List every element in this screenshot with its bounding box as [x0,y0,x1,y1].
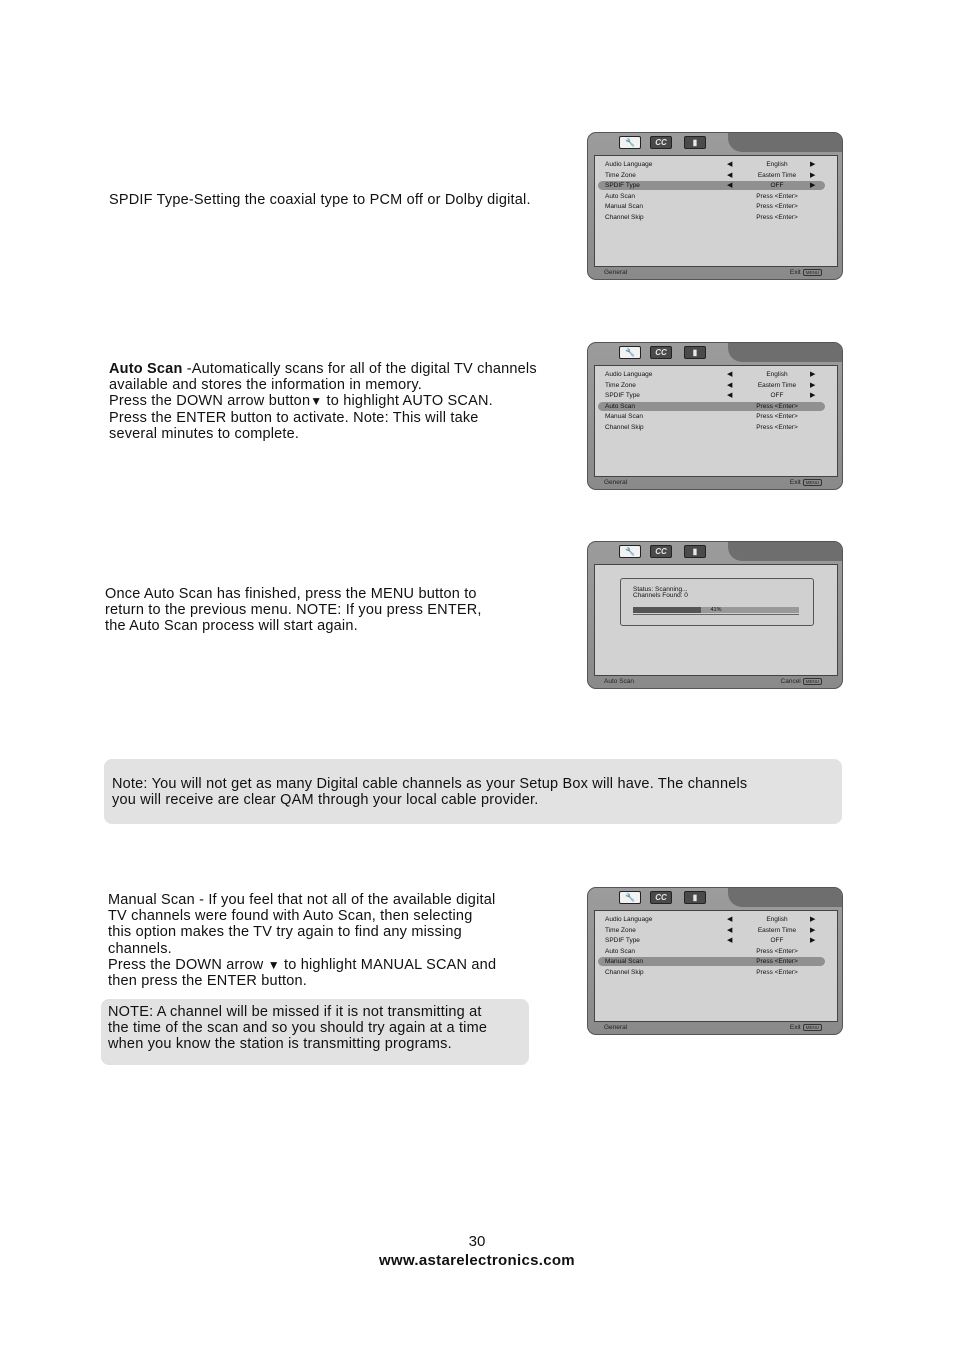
menu-item-label: Auto Scan [605,947,635,955]
manual-line3: this option makes the TV try again to find any missing [108,924,462,941]
exit-button[interactable]: Exit MENU [790,1022,822,1034]
down-arrow-icon: ▼ [267,957,280,972]
osd-auto-scan-progress [587,541,843,689]
menu-item-value: Eastern Time [757,381,797,389]
menu-item[interactable] [598,412,825,421]
menu-list [594,910,838,1022]
down-arrow-icon: ▼ [310,394,323,409]
manual-line1: Manual Scan - If you feel that not all of the available digital [108,892,496,908]
note2-line3: when you know the station is transmitting programs. [108,1036,452,1053]
right-arrow-icon[interactable]: ▶ [810,926,816,934]
menu-item-value: OFF [770,182,784,189]
menu-item-label: Manual Scan [605,203,643,210]
footer-general: General [604,1024,628,1031]
menu-key-icon: MENU [803,1024,822,1031]
menu-item-value: Press <Enter> [756,402,798,410]
finished-line3: the Auto Scan process will start again. [105,618,358,635]
footer-auto-scan: Auto Scan [604,678,634,685]
menu-key-icon: MENU [803,479,822,486]
menu-item[interactable] [598,391,825,400]
right-arrow-icon[interactable]: ▶ [810,392,816,399]
manual-line6: then press the ENTER button. [108,973,308,990]
menu-item-value: English [766,161,788,168]
menu-item[interactable] [598,192,825,201]
finished-line1: Once Auto Scan has finished, press the MENU button to [105,586,477,602]
lock-icon[interactable]: ▮ [684,136,706,149]
menu-item-label: Channel Skip [605,423,644,431]
note2-line1: NOTE: A channel will be missed if it is not transmitting at [108,1004,482,1020]
left-arrow-icon[interactable]: ◀ [727,171,733,179]
cancel-button[interactable]: Cancel MENU [781,676,822,688]
left-arrow-icon[interactable]: ◀ [727,161,733,168]
menu-item-value: Press <Enter> [756,958,798,965]
menu-item[interactable] [598,957,825,966]
menu-item[interactable] [598,213,825,222]
scan-status: Status: Scanning... [633,586,688,593]
left-arrow-icon[interactable]: ◀ [727,926,733,934]
tab-cc[interactable]: CC [650,891,672,904]
menu-item[interactable] [598,915,825,924]
menu-item-label: Channel Skip [605,968,644,976]
menu-item[interactable] [598,202,825,211]
menu-item-label: Time Zone [605,381,636,389]
scan-progress-bar [633,607,799,613]
auto-scan-heading: Auto Scan [109,361,183,377]
tab-cc[interactable]: CC [650,136,672,149]
left-arrow-icon[interactable]: ◀ [727,182,733,189]
menu-item-value: OFF [770,937,784,944]
auto-scan-finished-description [105,586,482,635]
menu-item-value: English [766,371,788,378]
cable-channels-note [104,759,842,824]
menu-list [594,365,838,477]
note-line2: you will receive are clear QAM through your local cable provider. [112,792,539,809]
menu-item[interactable] [598,402,825,411]
right-arrow-icon[interactable]: ▶ [810,182,816,189]
menu-item-value: OFF [770,392,784,399]
menu-item-label: SPDIF Type [605,392,640,399]
menu-item-value: English [766,916,788,923]
osd-menu-spdif [587,132,843,280]
page-number: 30 [468,1233,486,1250]
left-arrow-icon[interactable]: ◀ [727,916,733,923]
menu-item-label: SPDIF Type [605,937,640,944]
auto-scan-line4: Press the ENTER button to activate. Note: This will take [109,409,479,426]
menu-list [594,155,838,267]
menu-item-label: Auto Scan [605,402,635,410]
finished-line2: return to the previous menu. NOTE: If you press ENTER, [105,602,482,619]
menu-item[interactable] [598,171,825,180]
menu-item-value: Press <Enter> [756,213,798,221]
osd-menu-auto-scan [587,342,843,490]
right-arrow-icon[interactable]: ▶ [810,171,816,179]
menu-key-icon: MENU [803,678,822,685]
menu-item-label: Time Zone [605,926,636,934]
menu-item[interactable] [598,947,825,956]
menu-item[interactable] [598,926,825,935]
menu-item-label: Manual Scan [605,958,643,965]
auto-scan-description [109,361,537,442]
exit-button[interactable]: Exit MENU [790,477,822,489]
menu-item[interactable] [598,160,825,169]
menu-item-value: Press <Enter> [756,968,798,976]
auto-scan-line2: available and stores the information in memory. [109,377,422,394]
manual-line5a: Press the DOWN arrow [108,956,264,973]
footer-general: General [604,269,628,276]
note2-line2: the time of the scan and so you should try again at a time [108,1020,488,1037]
right-arrow-icon[interactable]: ▶ [810,937,816,944]
auto-scan-line1: -Automatically scans for all of the digital TV channels [182,361,537,377]
auto-scan-line3b: to highlight AUTO SCAN. [322,393,493,410]
wrench-icon[interactable]: 🔧 [619,891,641,904]
menu-item-label: SPDIF Type [605,182,640,189]
menu-item-value: Press <Enter> [756,947,798,955]
exit-button[interactable]: Exit MENU [790,267,822,279]
menu-item-value: Press <Enter> [756,203,798,210]
manual-line4: channels. [108,940,172,957]
manual-line5b: to highlight MANUAL SCAN and [279,956,497,973]
menu-item[interactable] [598,423,825,432]
lock-icon[interactable]: ▮ [684,545,706,558]
lock-icon[interactable]: ▮ [684,346,706,359]
footer-general: General [604,479,628,486]
menu-key-icon: MENU [803,269,822,276]
website-url: www.astarelectronics.com [379,1252,575,1269]
scan-status-dialog [620,578,814,626]
left-arrow-icon[interactable]: ◀ [727,392,733,399]
right-arrow-icon[interactable]: ▶ [810,916,816,923]
spdif-text: SPDIF Type-Setting the coaxial type to PCM off or Dolby digital. [109,192,531,208]
note-line1: Note: You will not get as many Digital cable channels as your Setup Box will have. The channels [112,776,748,792]
missed-channel-note [101,999,529,1065]
menu-item-label: Audio Language [605,371,653,378]
spdif-type-description [109,192,531,208]
manual-scan-description [108,892,496,989]
menu-item-value: Press <Enter> [756,423,798,431]
manual-line2: TV channels were found with Auto Scan, then selecting [108,908,473,925]
menu-item-value: Press <Enter> [756,413,798,420]
menu-item[interactable] [598,181,825,190]
menu-item-label: Auto Scan [605,192,635,200]
tab-cc[interactable]: CC [650,545,672,558]
menu-item-label: Audio Language [605,916,653,923]
left-arrow-icon[interactable]: ◀ [727,937,733,944]
wrench-icon[interactable]: 🔧 [619,346,641,359]
menu-item-label: Manual Scan [605,413,643,420]
auto-scan-line5: several minutes to complete. [109,425,300,442]
wrench-icon[interactable]: 🔧 [619,136,641,149]
menu-item-label: Time Zone [605,171,636,179]
menu-item-value: Eastern Time [757,926,797,934]
menu-item-value: Press <Enter> [756,192,798,200]
tab-cc[interactable]: CC [650,346,672,359]
lock-icon[interactable]: ▮ [684,891,706,904]
channels-found: Channels Found: 0 [633,592,688,599]
menu-item[interactable] [598,370,825,379]
right-arrow-icon[interactable]: ▶ [810,371,816,378]
scan-progress-label: 41% [710,607,722,613]
osd-menu-manual-scan [587,887,843,1035]
menu-item-value: Eastern Time [757,171,797,179]
menu-item[interactable] [598,936,825,945]
menu-item-label: Channel Skip [605,213,644,221]
menu-item[interactable] [598,381,825,390]
wrench-icon[interactable]: 🔧 [619,545,641,558]
left-arrow-icon[interactable]: ◀ [727,371,733,378]
left-arrow-icon[interactable]: ◀ [727,381,733,389]
menu-item-label: Audio Language [605,161,653,168]
menu-item[interactable] [598,968,825,977]
right-arrow-icon[interactable]: ▶ [810,381,816,389]
auto-scan-line3a: Press the DOWN arrow button [109,393,311,410]
right-arrow-icon[interactable]: ▶ [810,161,816,168]
